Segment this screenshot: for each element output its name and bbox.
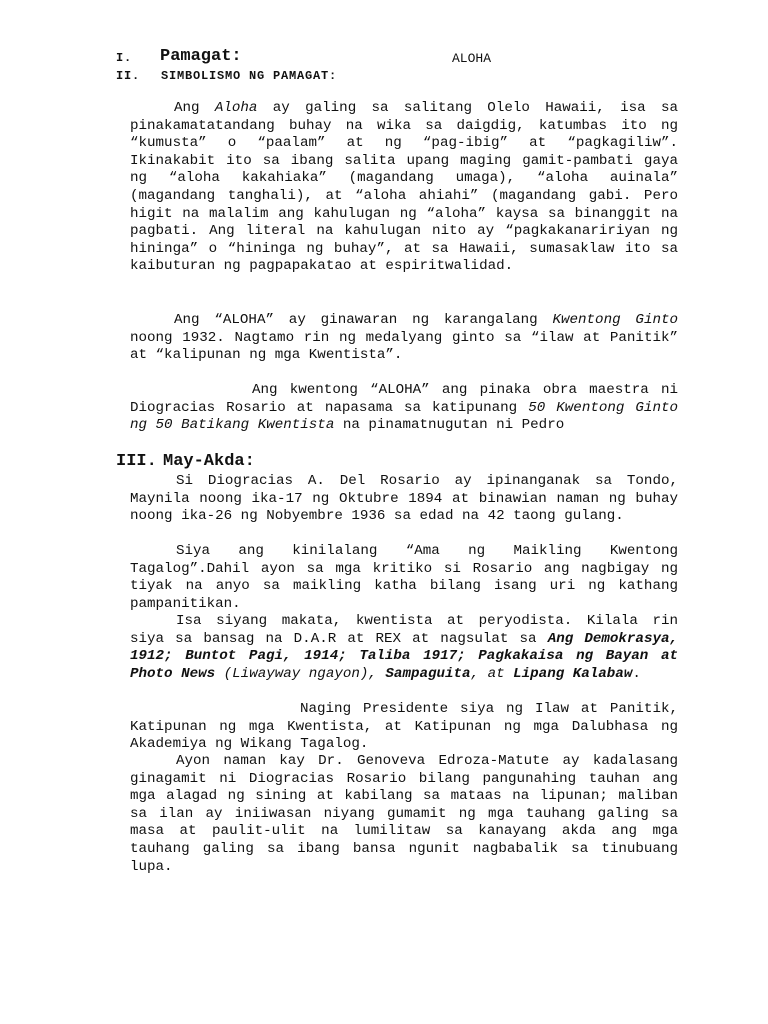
italic-title: 50 Kwentong Ginto ng 50 Batikang Kwentista [130, 399, 678, 434]
paragraph-masterpiece [130, 382, 678, 435]
section-2-label: SIMBOLISMO NG PAMAGAT: [161, 69, 338, 83]
text-span: Ang [174, 100, 215, 116]
italic-term: Kwentong Ginto [552, 312, 678, 328]
text-span: Isa siyang makata, kwentista at peryodista. Kilala rin siya sa bansag na D.A.R at REX at nagsulat sa [130, 613, 678, 647]
bold-italic-publication: Sampaguita [385, 665, 471, 682]
title-value: ALOHA [452, 51, 492, 66]
text-span: . [632, 665, 641, 682]
section-2-numeral: II. [116, 69, 141, 83]
paragraph-president: Naging Presidente siya ng Ilaw at Panitik, Katipunan ng mga Kwentista, at Katipunan ng mga Dalubhasa ng Akademiya ng Wikang Tagalog. [130, 701, 678, 753]
section-1-label: Pamagat: [160, 47, 242, 66]
paragraph-aloha-meaning [130, 100, 678, 276]
paragraph-award [130, 312, 678, 365]
text-span: na pinamatnugutan ni Pedro [334, 417, 565, 434]
paragraph-father-of-short-story: Siya ang kinilalang “Ama ng Maikling Kwentong Tagalog”.Dahil ayon sa mga kritiko si Rosario ang nagbigay ng tiyak na anyo sa maikling katha bilang isang uri ng kathang pampanitikan. [130, 543, 678, 612]
text-span: Ang “ALOHA” ay ginawaran ng karangalang [174, 312, 553, 328]
italic-note: , at [470, 665, 514, 682]
paragraph-birth: Si Diogracias A. Del Rosario ay ipinanganak sa Tondo, Maynila noong ika-17 ng Oktubre 1894 at binawian naman ng buhay noong ika-26 ng Nobyembre 1936 sa edad na 42 taong gulang. [130, 473, 678, 525]
italic-note: (Liwayway ngayon), [215, 665, 386, 682]
paragraph-publications [130, 613, 678, 683]
bold-italic-publication: Lipang Kalabaw [513, 665, 633, 682]
text-span: ay galing sa salitang Olelo Hawaii, isa sa pinakamatatandang buhay na wika sa daigdig, katumbas ito ng “kumusta” o “paalam” at ng “pag-ibig” at “pagkagiliw”. Ikinakabit ito sa ibang salita upang maging gamit-pambati gaya ng “aloha kakahiaka” (magandang umaga), “aloha auinala” (magandang tanghali), at “aloha ahiahi” (magandang gabi. Pero higit na malalim ang kahulugan ng “aloha” kaysa sa binanggit na pagbati. Ang literal na kahulugan nito ay “pagkakanaririyan ng hininga” o “hininga ng buhay”, at sa Hawaii, sumasaklaw ito sa kaibuturan ng pagpapakatao at espiritwalidad. [130, 100, 678, 275]
section-3-numeral: III. [116, 452, 157, 471]
bold-italic-publications: Ang Demokrasya, 1912; Buntot Pagi, 1914; Taliba 1917; Pagkakaisa ng Bayan at Photo News [130, 630, 678, 682]
paragraph-matute: Ayon naman kay Dr. Genoveva Edroza-Matute ay kadalasang ginagamit ni Diogracias Rosario bilang pangunahing tauhan ang mga alagad ng sining at kabilang sa mataas na lipunan; maliban sa ilan ay iniiwasan niyang gumamit ng mga tauhang galing sa masa at paulit-ulit na lumilitaw sa kanayang akda ang mga tauhang galing sa ibang bansa ngunit nagbabalik sa tinubuang lupa. [130, 753, 678, 875]
italic-term: Aloha [214, 100, 258, 116]
text-span: Ang kwentong “ALOHA” ang pinaka obra maestra ni Diogracias Rosario at napasama sa katipunang [130, 382, 678, 416]
section-1-numeral: I. [116, 51, 133, 65]
text-span: noong 1932. Nagtamo rin ng medalyang ginto sa “ilaw at Panitik” at “kalipunan ng mga Kwentista”. [130, 329, 678, 364]
section-3-label: May-Akda: [163, 452, 255, 471]
